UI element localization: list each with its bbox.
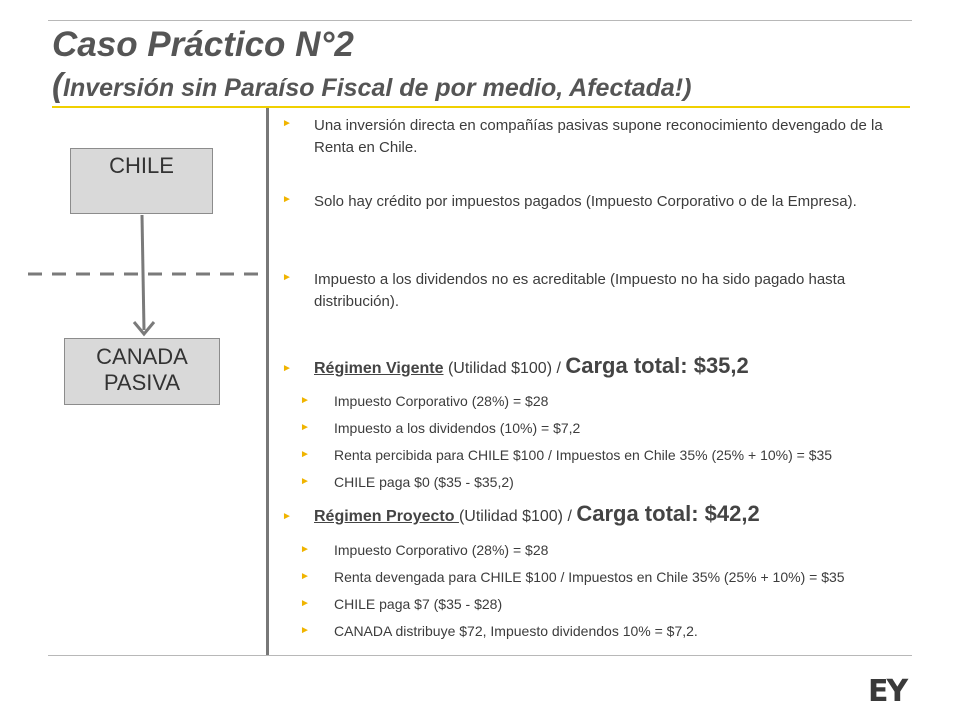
- bullet-text: Renta percibida para CHILE $100 / Impuestos en Chile 35% (25% + 10%) = $35: [334, 447, 833, 463]
- vertical-divider: [266, 108, 269, 656]
- list-item: [282, 595, 912, 613]
- bullet-text: Impuesto Corporativo (28%) = $28: [334, 393, 549, 409]
- bullet-text: CANADA distribuye $72, Impuesto dividendos 10% = $7,2.: [334, 623, 698, 639]
- regimen-proyecto-detail: (Utilidad $100) /: [458, 508, 577, 525]
- slide-title: Caso Práctico N°2: [52, 25, 354, 64]
- triangle-right-icon: ►: [300, 625, 310, 636]
- bullet-text: Solo hay crédito por impuestos pagados (Impuesto Corporativo o de la Empresa).: [314, 193, 857, 210]
- title-underline: [52, 106, 910, 108]
- list-item: [282, 473, 912, 491]
- bullet-text: Impuesto a los dividendos (10%) = $7,2: [334, 420, 581, 436]
- regimen-vigente-total: Carga total: $35,2: [565, 353, 749, 378]
- list-item: [282, 568, 912, 586]
- triangle-right-icon: ►: [300, 598, 310, 609]
- arrow-head: [134, 322, 154, 334]
- bullet-text: CHILE paga $0 ($35 - $35,2): [334, 474, 514, 490]
- bullet-text: Una inversión directa en compañías pasivas supone reconocimiento devengado de la Renta en Chile.: [314, 117, 883, 156]
- triangle-right-icon: ►: [300, 422, 310, 433]
- triangle-right-icon: ►: [282, 363, 292, 374]
- triangle-right-icon: ►: [300, 571, 310, 582]
- subtitle-text: Inversión sin Paraíso Fiscal de por medio, Afectada!): [63, 74, 692, 102]
- regimen-proyecto-heading: [282, 503, 912, 528]
- triangle-right-icon: ►: [300, 449, 310, 460]
- bottom-rule: [48, 655, 912, 656]
- triangle-right-icon: ►: [300, 476, 310, 487]
- list-item: [282, 115, 912, 159]
- regimen-vigente-detail: (Utilidad $100) /: [443, 360, 566, 377]
- list-item: [282, 541, 912, 559]
- regimen-vigente-heading: [282, 355, 912, 380]
- canada-box-line2: PASIVA: [103, 370, 181, 395]
- triangle-right-icon: ►: [300, 395, 310, 406]
- list-item: [282, 392, 912, 410]
- ey-logo: EY: [868, 674, 907, 709]
- list-item: [282, 446, 912, 464]
- triangle-right-icon: ►: [300, 544, 310, 555]
- chile-box: CHILE: [70, 148, 213, 214]
- subtitle-paren: (: [52, 66, 63, 103]
- bullet-text: CHILE paga $7 ($35 - $28): [334, 596, 503, 612]
- canada-pasiva-box: [64, 338, 220, 405]
- bullet-text: Impuesto a los dividendos no es acreditable (Impuesto no ha sido pagado hasta distribución).: [314, 271, 846, 310]
- top-rule: [48, 20, 912, 21]
- regimen-vigente-label: Régimen Vigente: [314, 360, 444, 377]
- triangle-right-icon: ►: [282, 511, 292, 522]
- bullet-text: Renta devengada para CHILE $100 / Impuestos en Chile 35% (25% + 10%) = $35: [334, 569, 845, 585]
- regimen-proyecto-total: Carga total: $42,2: [576, 501, 760, 526]
- bullet-text: Impuesto Corporativo (28%) = $28: [334, 542, 549, 558]
- slide-subtitle: [52, 66, 691, 107]
- canada-box-line1: CANADA: [96, 344, 188, 369]
- list-item: [282, 622, 912, 640]
- list-item: [282, 191, 912, 213]
- arrow-down-icon: [142, 215, 144, 330]
- list-item: [282, 419, 912, 437]
- triangle-right-icon: ►: [282, 272, 292, 283]
- regimen-proyecto-label: Régimen Proyecto: [314, 508, 459, 525]
- list-item: [282, 269, 912, 313]
- triangle-right-icon: ►: [282, 118, 292, 129]
- triangle-right-icon: ►: [282, 194, 292, 205]
